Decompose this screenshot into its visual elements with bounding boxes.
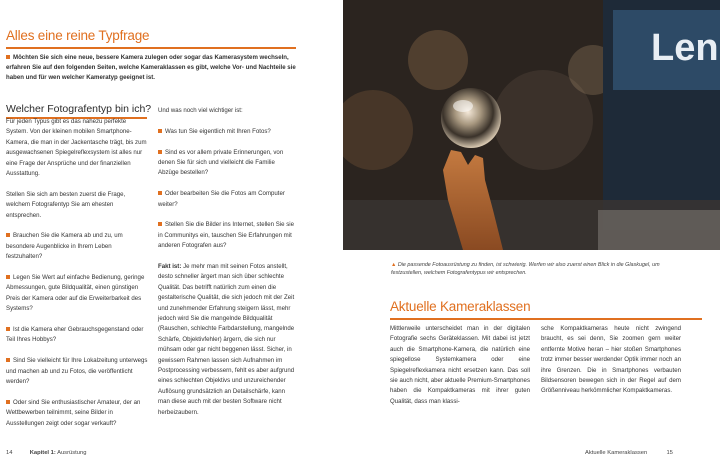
caption-text: Die passende Fotoausrüstung zu finden, ist schwierig. Werfen wir also zuerst einen Blick in die Glaskugel, um festzustellen, welchem Fotografentypus wir entsprechen. (391, 262, 660, 276)
right-col2: sche Kompaktkameras heute nicht zwingend braucht, es sei denn, Sie zoomen gern weiter entfernte Motive heran – hier stoßen Smartphones trotz immer besser werdender Optik immer noch an ihre Grenzen. Die in Smartphones verbauten Bildsensoren bewegen sich in der Regel auf dem Größenniveau herkömmlicher Kompaktkameras. (541, 325, 681, 395)
right-page-number: 15 (666, 450, 673, 456)
fakt-text: Je mehr man mit seinen Fotos anstellt, desto schneller ärgert man sich über schlechte Qualität. Das betrifft natürlich zum einen die gestalterische Qualität, die sich jedoch mit der Zeit und zunehmender Erfahrung steigern lässt, mehr jedoch wird Sie die mangelnde Bildqualität (Rauschen, schlechte Farbdarstellung, mangelnde Schärfe, Objektivfehler) ärgern, die sich nur mühsam oder gar nicht beggenen lässt. Sicher, in gewissem Rahmen lassen sich Aufnahmen im Postprocessing verbessern, fehlt es aber aufgrund eines schlechten Objektivs und unzureichender Auflösung grundsätzlich an Detailschärfe, kann man diese auch mit der besten Software nicht herbeizaubern. (158, 263, 295, 416)
right-footer-title: Aktuelle Kameraklassen (585, 450, 648, 456)
paragraph: Für jeden Typus gibt es das nahezu perfekte System. Von der kleinen mobilen Smartphone-Kamera, die man in der Jackentasche trägt, bis zum ausgewachsenen Spiegelreflexsystem ist alles nur eine Frage der Ansprüche und der finanziellen Ausstattung. (6, 118, 147, 178)
caption (391, 261, 691, 277)
bullet-paragraph: Sind es vor allem private Erinnerungen, von denen Sie für sich und vielleicht die Familie Abzüge bestellen? (158, 148, 296, 179)
left-heading: Alles eine reine Typfrage (6, 28, 150, 43)
left-col2-bullets (158, 127, 296, 252)
photo-illustration (343, 0, 720, 250)
right-footer (585, 450, 673, 456)
bullet-paragraph: Stellen Sie die Bilder ins Internet, stellen Sie sie in Communitys ein, tauschen Sie Erfahrungen mit anderen Fotografen aus? (158, 220, 296, 251)
bullet-paragraph: Brauchen Sie die Kamera ab und zu, um besondere Augenblicke in Ihrem Leben festzuhalten? (6, 231, 148, 262)
left-col2 (158, 106, 296, 429)
bullet-paragraph: Ist die Kamera eher Gebrauchsgegenstand oder Teil Ihres Hobbys? (6, 325, 148, 346)
caption-marker: ▲ (391, 262, 397, 268)
left-heading-rule (6, 47, 296, 49)
bullet-paragraph: Legen Sie Wert auf einfache Bedienung, geringe Abmessungen, gute Bildqualität, einen günstigen Preis der Kamera oder auf die Erweiterbarkeit des Systems? (6, 273, 148, 315)
left-subheading: Welcher Fotografentyp bin ich? (6, 103, 152, 115)
left-intro-text: Möchten Sie sich eine neue, bessere Kamera zulegen oder sogar das Kamerasystem wechseln, erfahren Sie auf den folgenden Seiten, welche Kameraklassen es gibt, welche Vor- und Nachteile sie haben und für wen welcher Kameratyp geeignet ist. (6, 54, 296, 82)
left-chapter-label: Kapitel 1: (29, 450, 56, 456)
right-heading-rule (390, 318, 702, 320)
left-footer (6, 450, 86, 456)
photo-sign-text: Len (651, 27, 719, 69)
left-page-number: 14 (6, 450, 13, 456)
right-col1: Mittlerweile unterscheidet man in der digitalen Fotografie sechs Geräteklassen. Mit dabei ist jetzt auch die Smartphone-Kamera, die natürlich eine spiegellose Systemkamera oder eine Spiegelreflexkamera nicht ersetzen kann. Das soll sie auch nicht, aber aktuelle Premium-Smartphones haben die Kompaktkameras mit ihrer guten Qualität, dass man klassi- (390, 325, 530, 405)
bullet-paragraph: Oder bearbeiten Sie die Fotos am Computer weiter? (158, 189, 296, 210)
bullet-paragraph: Oder sind Sie enthusiastischer Amateur, der an Wettbewerben teilnimmt, seine Bilder in Ausstellungen zeigt oder sogar verkauft? (6, 398, 148, 429)
fakt-paragraph (158, 262, 296, 418)
left-chapter-title: Ausrüstung (57, 450, 87, 456)
paragraph: Stellen Sie sich am besten zuerst die Frage, welchem Fotografentyp Sie am ehesten entsprechen. (6, 190, 126, 219)
fakt-label: Fakt ist: (158, 263, 182, 271)
left-col1 (6, 117, 148, 439)
left-intro (6, 53, 296, 84)
bullet-paragraph: Sind Sie vielleicht für Ihre Lokalzeitung unterwegs und machen ab und zu Fotos, die veröffentlicht werden? (6, 356, 148, 387)
bullet-paragraph: Was tun Sie eigentlich mit Ihren Fotos? (158, 127, 296, 137)
glass-sphere-photo (343, 0, 720, 250)
left-col2-intro: Und was noch viel wichtiger ist: (158, 107, 243, 114)
right-heading: Aktuelle Kameraklassen (390, 299, 531, 314)
